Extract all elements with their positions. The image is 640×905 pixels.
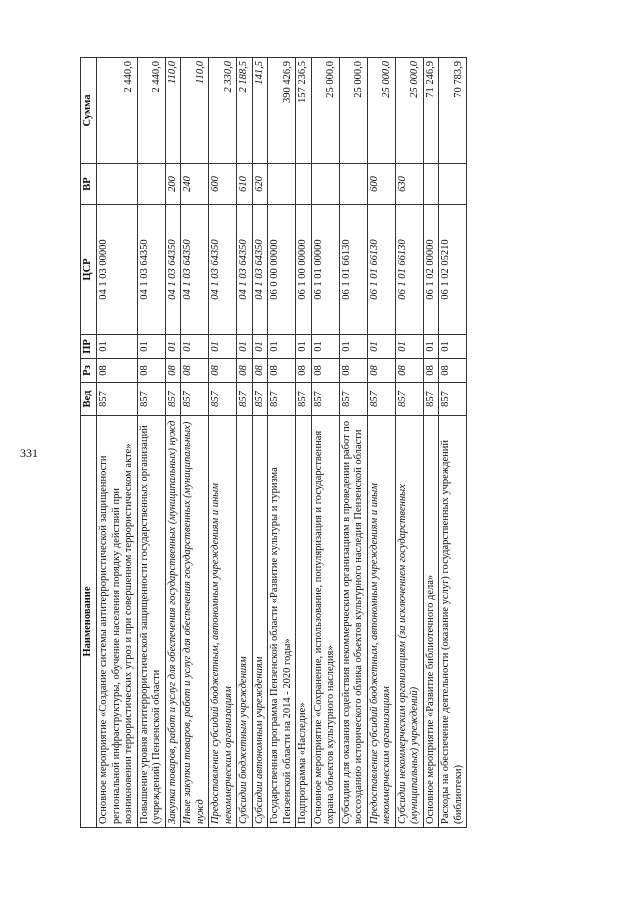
cell-csr: 06 1 02 05210 [439,205,467,335]
cell-rz: 08 [339,359,367,383]
cell-pr: 01 [165,335,181,359]
table-row [181,58,209,828]
table-row [209,58,237,828]
cell-sum: 25 000,0 [367,58,395,164]
cell-ved: 857 [395,383,423,416]
cell-name: Повышение уровня антитеррористической защищенности государственных организаций (учреждений) Пензенской области [137,416,165,828]
cell-vr: 610 [237,164,253,205]
cell-vr: 200 [165,164,181,205]
cell-rz: 08 [423,359,439,383]
header-csr: ЦСР [81,205,97,335]
table-row [97,58,138,828]
cell-name: Подпрограмма «Наследие» [296,416,312,828]
cell-name: Предоставление субсидий бюджетным, автономным учреждениям и иным некоммерческим организациям [367,416,395,828]
cell-sum: 110,0 [181,58,209,164]
cell-pr: 01 [423,335,439,359]
cell-pr: 01 [252,335,268,359]
cell-vr: 600 [367,164,395,205]
cell-pr: 01 [339,335,367,359]
cell-vr [339,164,367,205]
cell-name: Субсидии автономным учреждениям [252,416,268,828]
cell-ved: 857 [165,383,181,416]
cell-csr: 06 0 00 00000 [268,205,296,335]
cell-ved: 857 [268,383,296,416]
cell-pr: 01 [97,335,138,359]
cell-vr: 630 [395,164,423,205]
cell-pr: 01 [296,335,312,359]
cell-ved: 857 [237,383,253,416]
cell-name: Основное мероприятие «Создание системы антитеррористической защищенности региональной инфраструктуры, обучение населения порядку действий при возникновении террористических угроз и при совершенном террористическом акте» [97,416,138,828]
cell-rz: 08 [311,359,339,383]
table-row [296,58,312,828]
cell-csr: 06 1 01 66130 [339,205,367,335]
cell-sum: 2 330,0 [209,58,237,164]
cell-rz: 08 [296,359,312,383]
table-row [165,58,181,828]
cell-name: Государственная программа Пензенской области «Развитие культуры и туризма Пензенской области на 2014 - 2020 годы» [268,416,296,828]
cell-csr: 04 1 03 64350 [252,205,268,335]
cell-pr: 01 [395,335,423,359]
cell-name: Основное мероприятие «Развитие библиотечного дела» [423,416,439,828]
cell-rz: 08 [165,359,181,383]
cell-ved: 857 [209,383,237,416]
cell-ved: 857 [252,383,268,416]
cell-pr: 01 [268,335,296,359]
cell-csr: 04 1 03 00000 [97,205,138,335]
cell-rz: 08 [395,359,423,383]
table-row [395,58,423,828]
header-rz: Рз [81,359,97,383]
cell-ved: 857 [97,383,138,416]
cell-rz: 08 [137,359,165,383]
cell-rz: 08 [252,359,268,383]
cell-rz: 08 [237,359,253,383]
header-ved: Вед [81,383,97,416]
cell-csr: 04 1 03 64350 [165,205,181,335]
cell-rz: 08 [97,359,138,383]
cell-name: Субсидии бюджетным учреждениям [237,416,253,828]
cell-vr [439,164,467,205]
cell-vr: 240 [181,164,209,205]
cell-vr: 600 [209,164,237,205]
cell-name: Субсидии для оказания содействия некоммерческим организациям в проведении работ по воссозданию исторического облика объектов культурного наследия Пензенской области [339,416,367,828]
cell-sum: 71 246,9 [423,58,439,164]
rotated-table-container [80,58,535,828]
cell-sum: 390 426,9 [268,58,296,164]
cell-rz: 08 [268,359,296,383]
cell-vr [311,164,339,205]
table-row [311,58,339,828]
cell-pr: 01 [311,335,339,359]
header-sum: Сумма [81,58,97,164]
cell-pr: 01 [439,335,467,359]
cell-sum: 25 000,0 [311,58,339,164]
cell-csr: 04 1 03 64350 [209,205,237,335]
cell-sum: 2 440,0 [137,58,165,164]
cell-sum: 157 236,5 [296,58,312,164]
cell-csr: 06 1 01 66130 [395,205,423,335]
cell-csr: 06 1 01 00000 [311,205,339,335]
cell-pr: 01 [237,335,253,359]
cell-name: Закупка товаров, работ и услуг для обеспечения государственных (муниципальных) нужд [165,416,181,828]
cell-sum: 70 783,9 [439,58,467,164]
cell-ved: 857 [339,383,367,416]
cell-rz: 08 [209,359,237,383]
cell-name: Иные закупки товаров, работ и услуг для обеспечения государственных (муниципальных) нужд [181,416,209,828]
cell-csr: 06 1 02 00000 [423,205,439,335]
cell-csr: 06 1 00 00000 [296,205,312,335]
cell-sum: 141,5 [252,58,268,164]
cell-sum: 25 000,0 [339,58,367,164]
cell-vr [423,164,439,205]
cell-pr: 01 [137,335,165,359]
header-vr: ВР [81,164,97,205]
cell-vr: 620 [252,164,268,205]
cell-vr [268,164,296,205]
table-header-row [81,58,97,828]
cell-ved: 857 [423,383,439,416]
cell-sum: 110,0 [165,58,181,164]
cell-ved: 857 [439,383,467,416]
cell-vr [296,164,312,205]
cell-rz: 08 [181,359,209,383]
cell-csr: 06 1 01 66130 [367,205,395,335]
cell-pr: 01 [181,335,209,359]
cell-sum: 25 000,0 [395,58,423,164]
cell-name: Предоставление субсидий бюджетным, автономным учреждениям и иным некоммерческим организациям [209,416,237,828]
table-row [268,58,296,828]
cell-sum: 2 188,5 [237,58,253,164]
cell-name: Субсидии некоммерческим организациям (за исключением государственных (муниципальных) учреждений) [395,416,423,828]
table-row [237,58,253,828]
page-number: 331 [20,446,38,460]
table-row [339,58,367,828]
table-row [423,58,439,828]
cell-ved: 857 [137,383,165,416]
header-name: Наименование [81,416,97,828]
header-pr: ПР [81,335,97,359]
cell-rz: 08 [367,359,395,383]
cell-rz: 08 [439,359,467,383]
cell-vr [137,164,165,205]
table-row [439,58,467,828]
table-row [367,58,395,828]
cell-pr: 01 [367,335,395,359]
table-row [252,58,268,828]
cell-ved: 857 [296,383,312,416]
cell-csr: 04 1 03 64350 [237,205,253,335]
cell-csr: 04 1 03 64350 [181,205,209,335]
cell-ved: 857 [367,383,395,416]
cell-name: Основное мероприятие «Сохранение, использование, популяризация и государственная охрана объектов культурного наследия» [311,416,339,828]
cell-ved: 857 [181,383,209,416]
cell-pr: 01 [209,335,237,359]
budget-table [80,57,467,828]
cell-ved: 857 [311,383,339,416]
cell-csr: 04 1 03 64350 [137,205,165,335]
table-row [137,58,165,828]
cell-name: Расходы на обеспечение деятельности (оказание услуг) государственных учреждений (библиотеки) [439,416,467,828]
cell-vr [97,164,138,205]
cell-sum: 2 440,0 [97,58,138,164]
